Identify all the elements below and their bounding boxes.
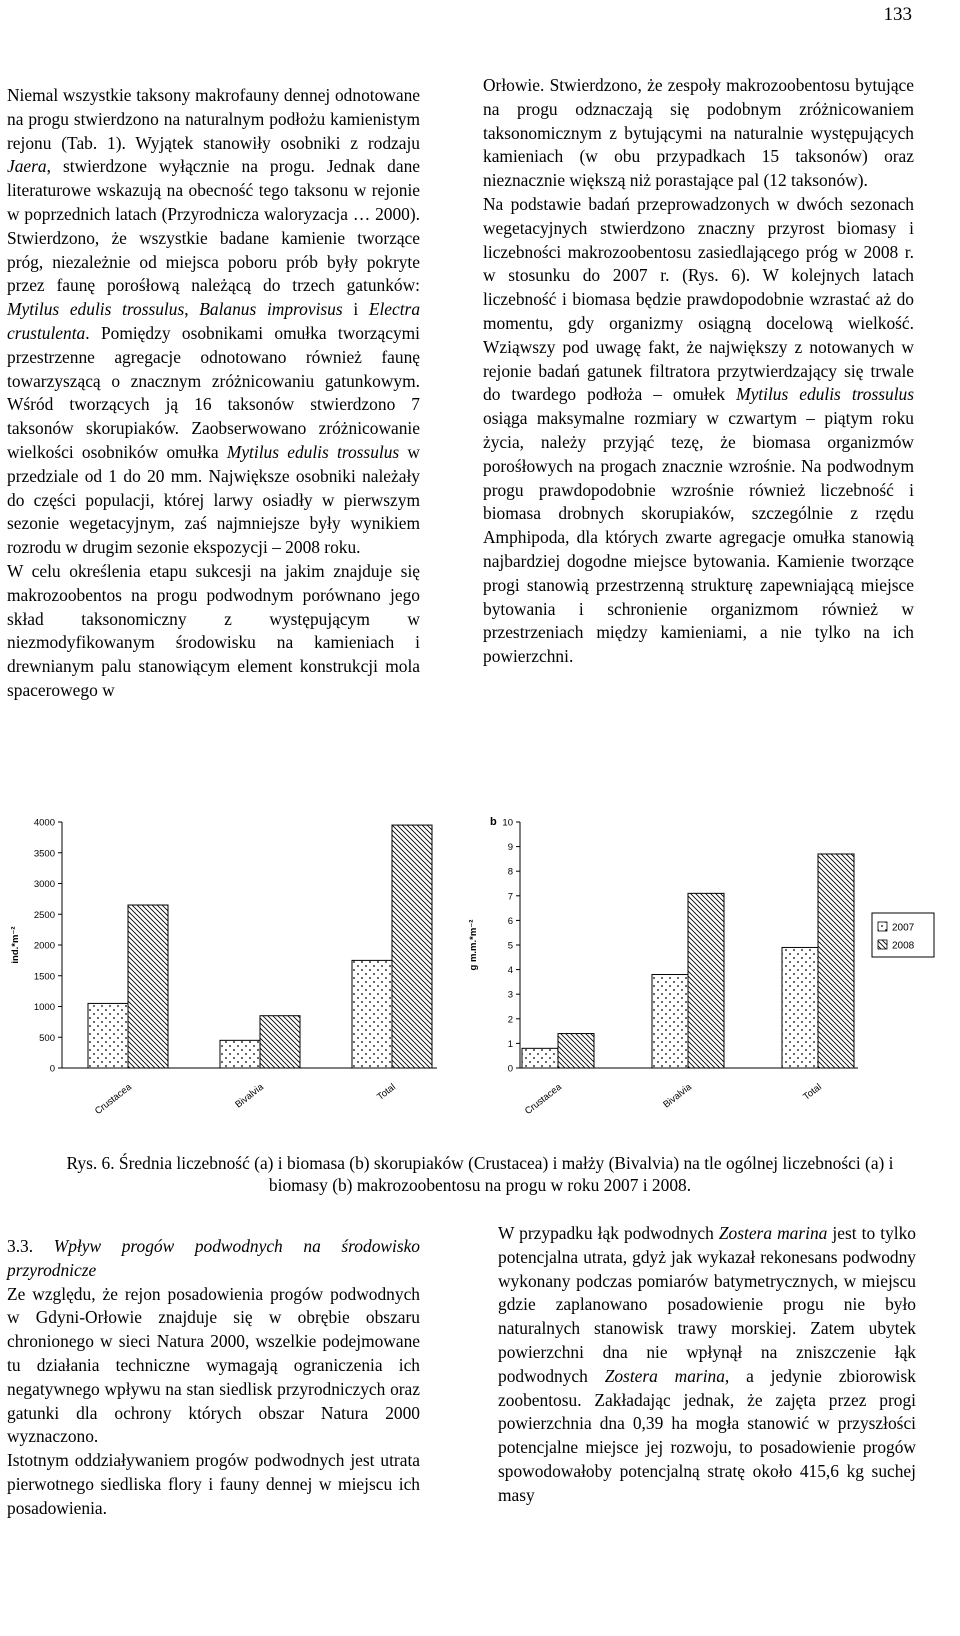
paragraph [7,1449,420,1520]
bar-2007-crustacea [522,1048,558,1068]
bar-2007-total [782,947,818,1068]
y-tick-label: 3500 [33,848,55,860]
paragraph [483,74,914,193]
text-run: , [184,299,200,320]
y-tick-label: 500 [39,1032,55,1044]
text-run: Ze względu, że rejon posadowienia progów podwodnych w Gdyni-Orłowie znajduje się w obrębie obszaru chronionego w sieci Natura 2000, wszelkie podejmowane tu działania techniczne wymagają ograniczenia ich negatywnego wpływu na stan siedlisk przyrodniczych oraz gatunki dla ochrony których obszar Natura 2000 wyznaczono. [7,1283,420,1447]
text-run: i [342,299,369,320]
y-axis-label: ind.*m⁻² [10,926,21,964]
bar-2008-bivalvia [260,1016,300,1068]
italic-text: Zostera marina [604,1365,725,1386]
right-column-bottom [498,1222,916,1508]
text-run: Istotnym oddziaływaniem progów podwodnych jest utrata pierwotnego siedliska flory i fauny dennej w miejscu ich posadowienia. [7,1450,420,1518]
bar-2008-total [818,854,854,1068]
bar-2007-bivalvia [220,1040,260,1068]
text-run: osiąga maksymalne rozmiary w czwartym – piątym roku życia, należy przyjąć tezę, że biomasa organizmów porośłowych na progach znacznie wzrośnie. Na podwodnym progu prawdopodobnie wzrośnie również liczebność i biomasa drobnych skorupiaków, szczególnie z rzędu Amphipoda, dla których zwarte agregacje omułka stanowią najbardziej dogodne miejsce bytowania. Kamienie tworzące progi stanowią przestrzenną strukturę zapewniającą miejsce bytowania i schronienie organizmom również w przestrzeniach między kamieniami, a nie tylko na ich powierzchni. [483,408,914,667]
text-run: Niemal wszystkie taksony makrofauny dennej odnotowane na progu stwierdzono na naturalnym podłożu kamienistym rejonu (Tab. 1). Wyjątek stanowiły osobniki z rodzaju [7,85,420,153]
legend-swatch-2008 [878,940,887,949]
y-tick-label: 5 [507,940,513,952]
bar-2007-bivalvia [652,975,688,1068]
paragraph [498,1222,916,1508]
paragraph [7,560,420,703]
y-tick-label: 4 [507,965,513,977]
figure-caption: Rys. 6. Średnia liczebność (a) i biomasa (b) skorupiaków (Crustacea) i małży (Bivalvia) na tle ogólnej liczebności (a) i biomasy (b) makrozoobentosu na progu w roku 2007 i 2008. [66,1153,894,1195]
category-label: Crustacea [92,1081,134,1118]
text-run: 3.3. [7,1236,54,1256]
text-run: W celu określenia etapu sukcesji na jakim znajduje się makrozoobentos na progu podwodnym porównano jego skład taksonomiczny z występującym w niezmodyfikowanym środowisku na kamieniach i drewnianym palu stanowiącym element konstrukcji mola spacerowego w [7,560,420,700]
y-tick-label: 2500 [33,909,55,921]
y-tick-label: 0 [49,1063,55,1075]
legend-label: 2007 [892,922,915,934]
bar-2007-crustacea [88,1003,128,1068]
italic-text: Mytilus edulis trossulus [7,299,185,320]
legend-swatch-2007 [878,922,887,931]
y-tick-label: 7 [507,891,513,903]
left-column-bottom [7,1235,420,1521]
text-run: jest to tylko potencjalna utrata, gdyż jak wykazał rekonesans podwodny wykonany podczas pomiarów batymetrycznych, w miejscu gdzie zaplanowano posadowienie progu nie było naturalnych stanowisk trawy morskiej. Zatem ubytek powierzchni dna nie wpłynął na zniszczenie łąk podwodnych [498,1223,916,1386]
legend-label: 2008 [892,940,915,952]
y-tick-label: 6 [507,915,513,927]
y-tick-label: 3000 [33,879,55,890]
chart-a-abundance [0,808,450,1148]
y-tick-label: 9 [507,842,513,854]
right-column-top [483,74,914,669]
y-tick-label: 1500 [33,971,55,983]
italic-text: Electra crustulenta [7,299,421,343]
text-run: Na podstawie badań przeprowadzonych w dwóch sezonach wegetacyjnych stwierdzono znaczny przyrost biomasy i liczebności makrozoobentosu zasiedlającego próg w 2008 r. w stosunku do 2007 r. (Rys. 6). W kolejnych latach liczebność i biomasa będzie prawdopodobnie wzrastać aż do momentu, gdy organizmy osiągną docelową wielkość. Wziąwszy pod uwagę fakt, że największy z notowanych w rejonie badań gatunek filtratora przytwierdzający się trwale do twardego podłoża – omułek [483,193,914,405]
italic-text: Balanus improvisus [199,299,343,320]
bar-2008-total [392,825,432,1068]
category-label: Bivalvia [233,1081,266,1111]
y-tick-label: 3 [507,989,513,1001]
text-run: w przedziale od 1 do 20 mm. Największe osobniki należały do części populacji, której larwy osiadły w pierwszym sezonie wegetacyjnym, zaś najmniejsze były wynikiem rozrodu w drugim sezonie ekspozycji – 2008 roku. [7,441,420,558]
y-tick-label: 4000 [33,817,55,829]
text-run: . Pomiędzy osobnikami omułka tworzącymi przestrzenne agregacje odnotowano również faunę towarzyszącą o znacznym zróżnicowaniu gatunkowym. Wśród tworzących ją 16 taksonów stwierdzono 7 taksonów skorupiaków. Zaobserwowano zróżnicowanie wielkości osobników omułka [7,322,420,462]
panel-label: b [490,816,497,828]
italic-text: Mytilus edulis trossulus [736,384,915,405]
italic-text: Zostera marina [718,1223,828,1243]
y-tick-label: 1 [507,1038,513,1050]
bar-2008-bivalvia [688,893,724,1068]
category-label: Bivalvia [661,1081,694,1111]
category-label: Total [801,1081,824,1103]
italic-text: Mytilus edulis trossulus [226,441,400,462]
paragraph [483,193,914,669]
paragraph [7,1235,420,1283]
italic-text: Jaera [7,156,47,177]
text-run: Orłowie. Stwierdzono, że zespoły makrozoobentosu bytujące na progu odznaczają się podobnym zróżnicowaniem taksonomicznym z bytującymi na naturalnie występujących kamieniach (w obu przypadkach 15 taksonów) oraz nieznacznie większą niż porastające pal (12 taksonów). [483,75,914,191]
y-tick-label: 8 [507,866,513,878]
text-run: W przypadku łąk podwodnych [498,1223,719,1243]
y-tick-label: 2 [507,1014,513,1026]
y-tick-label: 10 [502,817,513,829]
italic-text: Wpływ progów podwodnych na środowisko przyrodnicze [7,1236,421,1280]
paragraph [7,1283,420,1450]
bar-2008-crustacea [558,1034,594,1068]
chart-b-biomass [460,808,940,1148]
bar-2007-total [352,960,392,1068]
paragraph [7,84,420,560]
page-number: 133 [883,4,912,25]
y-tick-label: 0 [507,1063,513,1075]
text-run: , stwierdzone wyłącznie na progu. Jednak dane literaturowe wskazują na obecność tego taksonu w rejonie w poprzednich latach (Przyrodnicza waloryzacja … 2000). Stwierdzono, że wszystkie badane kamienie tworzące próg, niezależnie od miejsca poboru prób były pokryte przez faunę porośłową należącą do trzech gatunków: [7,156,420,296]
category-label: Crustacea [522,1081,564,1118]
text-run: , a jedynie zbiorowisk zoobentosu. Zakładając jednak, że zajęta przez progi powierzchnia dna 0,39 ha mogła stanowić w przyszłości potencjalne miejsce jej rozwoju, to posadowienie progów spowodowałoby potencjalną stratę około 415,6 kg suchej masy [498,1365,916,1505]
y-axis-label: g m.m.*m⁻² [468,919,479,971]
category-label: Total [375,1081,398,1103]
y-tick-label: 2000 [33,940,55,952]
left-column-top [7,84,420,703]
bar-2008-crustacea [128,905,168,1068]
y-tick-label: 1000 [33,1002,55,1013]
